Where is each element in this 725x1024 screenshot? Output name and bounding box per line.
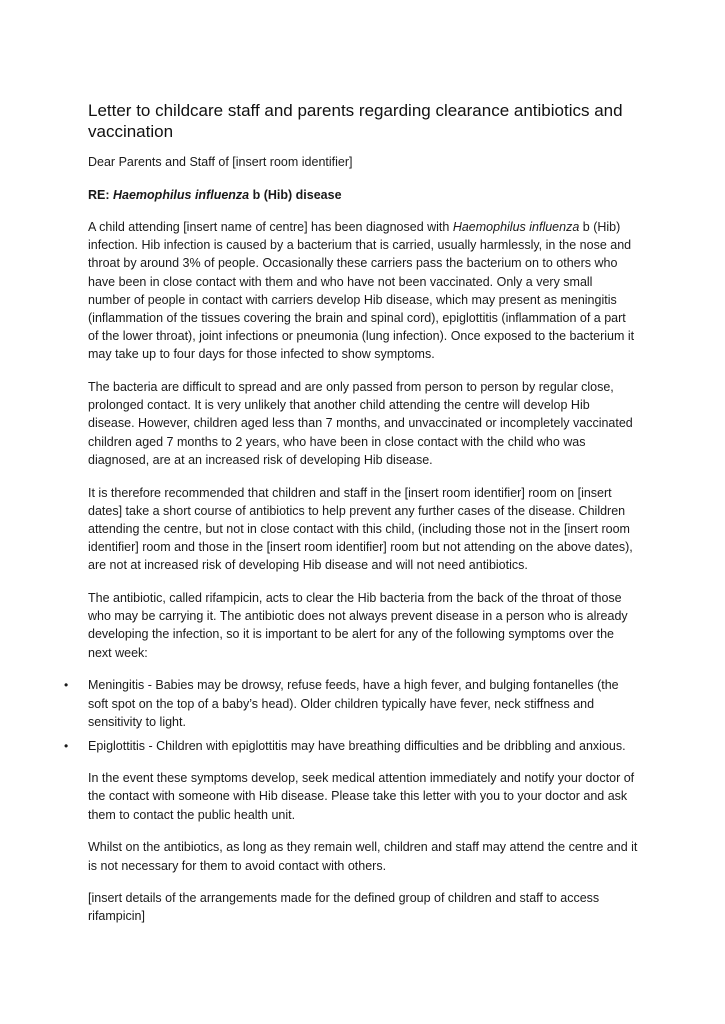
paragraph-diagnosis bbox=[88, 218, 638, 364]
paragraph-diagnosis-organism: Haemophilus influenza bbox=[452, 219, 580, 234]
bullet-icon: • bbox=[64, 678, 69, 693]
paragraph-spread: The bacteria are difficult to spread and are only passed from person to person by regular close, prolonged contact. It is very unlikely that another child attending the centre will develop Hib disease. However, children aged less than 7 months, and unvaccinated or incompletely vaccinated children aged 7 months to 2 years, who have been in close contact with the child who was diagnosed, are at an increased risk of developing Hib disease. bbox=[88, 380, 633, 467]
paragraph-seek-attention: In the event these symptoms develop, seek medical attention immediately and notify your doctor of the contact with someone with Hib disease. Please take this letter with you to your doctor and ask them to contact the public health unit. bbox=[88, 771, 635, 822]
paragraph-diagnosis-rest: b (Hib) infection. Hib infection is caused by a bacterium that is carried, usually harmlessly, in the nose and throat by around 3% of people. Occasionally these carriers pass the bacterium on to others who have been in close contact with them and who have not been vaccinated. Only a very small number of people in contact with carriers develop Hib disease, which may present as meningitis (inflammation of the tissues covering the brain and spinal cord), epiglottitis (inflammation of a part of the lower throat), joint infections or pneumonia (lung infection). Once exposed to the bacterium it may take up to four days for those infected to show symptoms. bbox=[88, 219, 635, 362]
paragraph-arrangements: [insert details of the arrangements made for the defined group of children and staff to access rifampicin] bbox=[88, 891, 600, 924]
letter-document bbox=[64, 100, 638, 940]
subject-prefix: RE: bbox=[88, 187, 113, 202]
list-item-meningitis bbox=[64, 676, 638, 731]
list-item-text: Meningitis - Babies may be drowsy, refuse feeds, have a high fever, and bulging fontanelles (the soft spot on the top of a baby’s head). Older children typically have fever, neck stiffness and sensitivity to light. bbox=[88, 678, 619, 729]
paragraph-recommendation: It is therefore recommended that children and staff in the [insert room identifier] room on [insert dates] take a short course of antibiotics to help prevent any further cases of the disease. Children attending the centre, but not in close contact with this child, (including those not in the [insert room identifier] room and those in the [insert room identifier] room but not attending on the above dates), are not at increased risk of developing Hib disease and will not need antibiotics. bbox=[88, 485, 633, 573]
bullet-icon: • bbox=[64, 738, 69, 753]
symptom-list bbox=[64, 676, 638, 755]
paragraph-attendance: Whilst on the antibiotics, as long as they remain well, children and staff may attend the centre and it is not necessary for them to avoid contact with others. bbox=[88, 840, 638, 873]
list-item-text: Epiglottitis - Children with epiglottitis may have breathing difficulties and be dribbling and anxious. bbox=[88, 738, 626, 753]
subject-organism: Haemophilus influenza bbox=[113, 187, 250, 202]
greeting: Dear Parents and Staff of [insert room identifier] bbox=[88, 155, 353, 169]
list-item-epiglottitis bbox=[64, 737, 638, 755]
paragraph-diagnosis-start: A child attending [insert name of centre] has been diagnosed with bbox=[88, 219, 453, 234]
document-title: Letter to childcare staff and parents regarding clearance antibiotics and vaccination bbox=[88, 101, 623, 141]
subject-suffix: b (Hib) disease bbox=[249, 187, 342, 202]
paragraph-antibiotic: The antibiotic, called rifampicin, acts to clear the Hib bacteria from the back of the throat of those who may be carrying it. The antibiotic does not always prevent disease in a person who is already developing the infection, so it is important to be alert for any of the following symptoms over the next week: bbox=[88, 591, 628, 660]
subject-line bbox=[88, 186, 638, 204]
